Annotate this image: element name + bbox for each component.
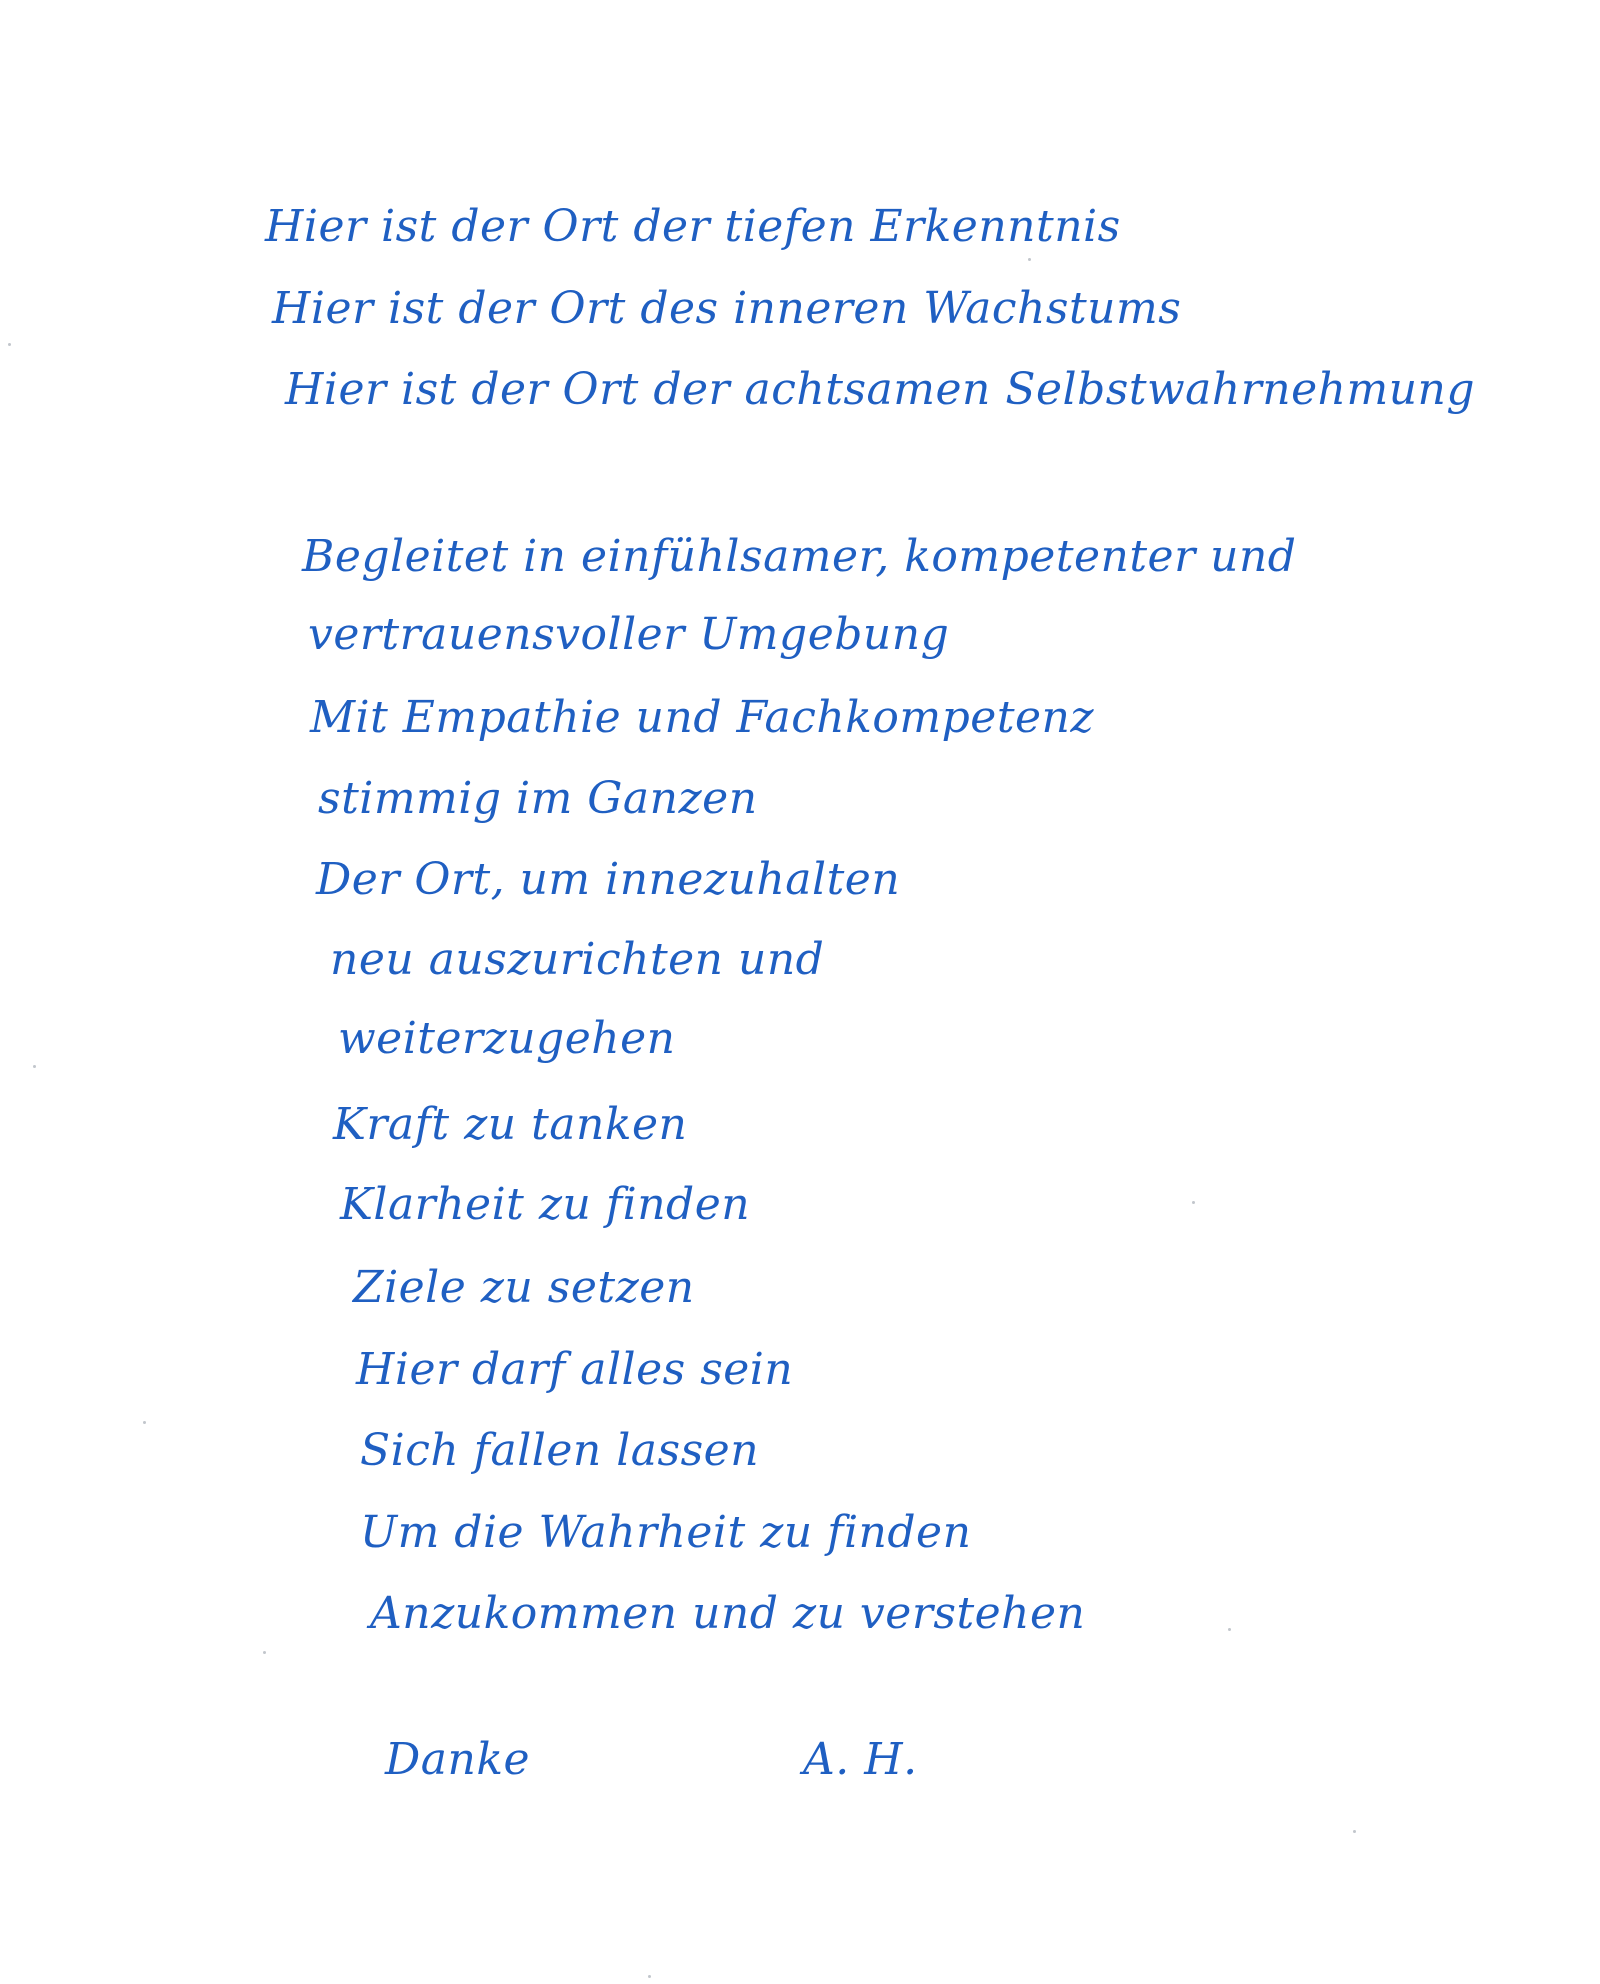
paper-speck bbox=[1192, 1201, 1195, 1204]
poem-line: Um die Wahrheit zu finden bbox=[360, 1507, 972, 1558]
paper-speck bbox=[263, 1651, 266, 1654]
poem-line: Hier ist der Ort des inneren Wachstums bbox=[272, 283, 1182, 334]
poem-line: stimmig im Ganzen bbox=[318, 773, 758, 824]
poem-line: Klarheit zu finden bbox=[340, 1179, 751, 1230]
paper-speck bbox=[143, 1421, 146, 1424]
poem-line: Hier ist der Ort der tiefen Erkenntnis bbox=[265, 201, 1121, 252]
poem-line: Mit Empathie und Fachkompetenz bbox=[310, 692, 1095, 743]
paper-speck bbox=[1353, 1830, 1356, 1833]
poem-line: Anzukommen und zu verstehen bbox=[370, 1588, 1086, 1639]
poem-line: Begleitet in einfühlsamer, kompetenter und bbox=[302, 531, 1297, 582]
poem-line: vertrauensvoller Umgebung bbox=[308, 609, 950, 660]
poem-line: Kraft zu tanken bbox=[333, 1099, 688, 1150]
poem-line: Hier darf alles sein bbox=[356, 1344, 794, 1395]
paper-speck bbox=[8, 343, 11, 346]
poem-line: neu auszurichten und bbox=[330, 934, 825, 985]
paper-speck bbox=[1028, 258, 1031, 261]
poem-line: Hier ist der Ort der achtsamen Selbstwahrnehmung bbox=[285, 364, 1476, 415]
paper-speck bbox=[33, 1065, 36, 1068]
poem-line: Sich fallen lassen bbox=[360, 1425, 760, 1476]
poem-line: weiterzugehen bbox=[338, 1013, 676, 1064]
poem-line: Ziele zu setzen bbox=[353, 1262, 695, 1313]
paper-speck bbox=[648, 1975, 651, 1978]
closing-initials: A. H. bbox=[803, 1734, 918, 1785]
paper-speck bbox=[1228, 1628, 1231, 1631]
closing-thanks: Danke bbox=[385, 1734, 531, 1785]
poem-line: Der Ort, um innezuhalten bbox=[316, 854, 901, 905]
